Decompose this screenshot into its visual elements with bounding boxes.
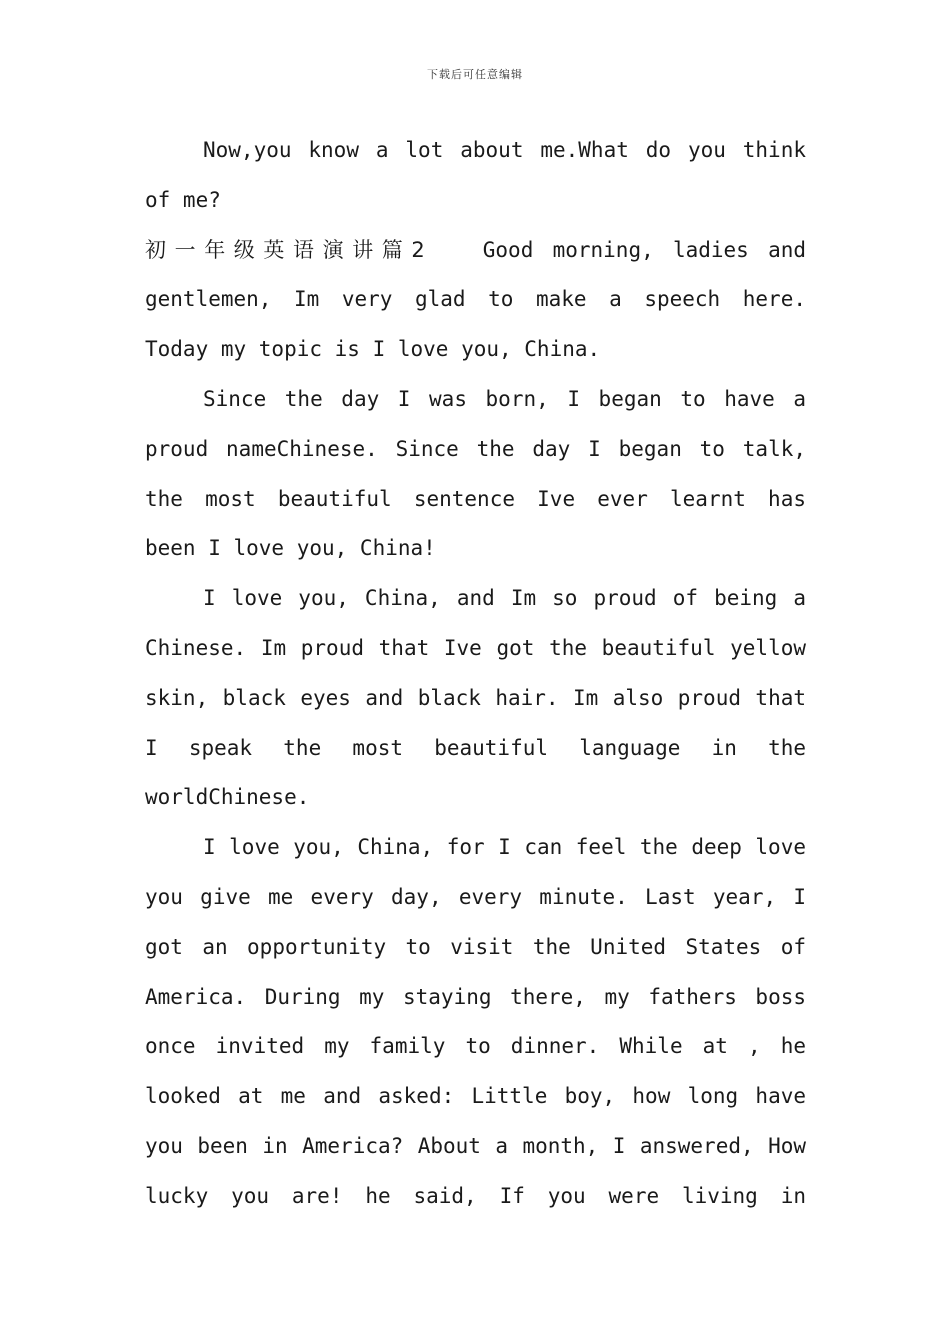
heading-line: [145, 226, 806, 276]
text-line: I speak the most beautiful language in the: [145, 735, 806, 760]
text-line: you been in America? About a month, I answered, How: [145, 1133, 806, 1158]
text-line: proud nameChinese. Since the day I began to talk,: [145, 436, 806, 461]
text-line: worldChinese.: [145, 785, 310, 810]
text-line: skin, black eyes and black hair. Im also proud that: [145, 685, 806, 710]
text-line: America. During my staying there, my fathers boss: [145, 984, 806, 1009]
document-body: [145, 126, 806, 1222]
text-line: of me?: [145, 187, 221, 212]
text-line: Today my topic is I love you, China.: [145, 337, 601, 362]
text-line: Now,you know a lot about me.What do you think: [203, 138, 806, 162]
page-header-note: 下载后可任意编辑: [427, 68, 523, 81]
text-line: you give me every day, every minute. Last year, I: [145, 884, 806, 909]
text-line: gentlemen, Im very glad to make a speech here.: [145, 287, 806, 312]
text-line: I love you, China, and Im so proud of being a: [203, 586, 806, 611]
text-line: Since the day I was born, I began to have a: [203, 386, 806, 411]
text-line: the most beautiful sentence Ive ever learnt has: [145, 486, 806, 511]
text-line: Chinese. Im proud that Ive got the beautiful yellow: [145, 635, 806, 660]
text-line: got an opportunity to visit the United States of: [145, 934, 806, 959]
text-line: looked at me and asked: Little boy, how long have: [145, 1084, 806, 1109]
text-line: once invited my family to dinner. While at , he: [145, 1034, 806, 1059]
text-line: been I love you, China!: [145, 536, 436, 561]
section-heading: 初一年级英语演讲篇2: [145, 237, 427, 262]
text-line: Good morning, ladies and: [482, 237, 806, 262]
text-line: lucky you are! he said, If you were living in: [145, 1183, 806, 1208]
text-line: I love you, China, for I can feel the deep love: [203, 835, 806, 860]
